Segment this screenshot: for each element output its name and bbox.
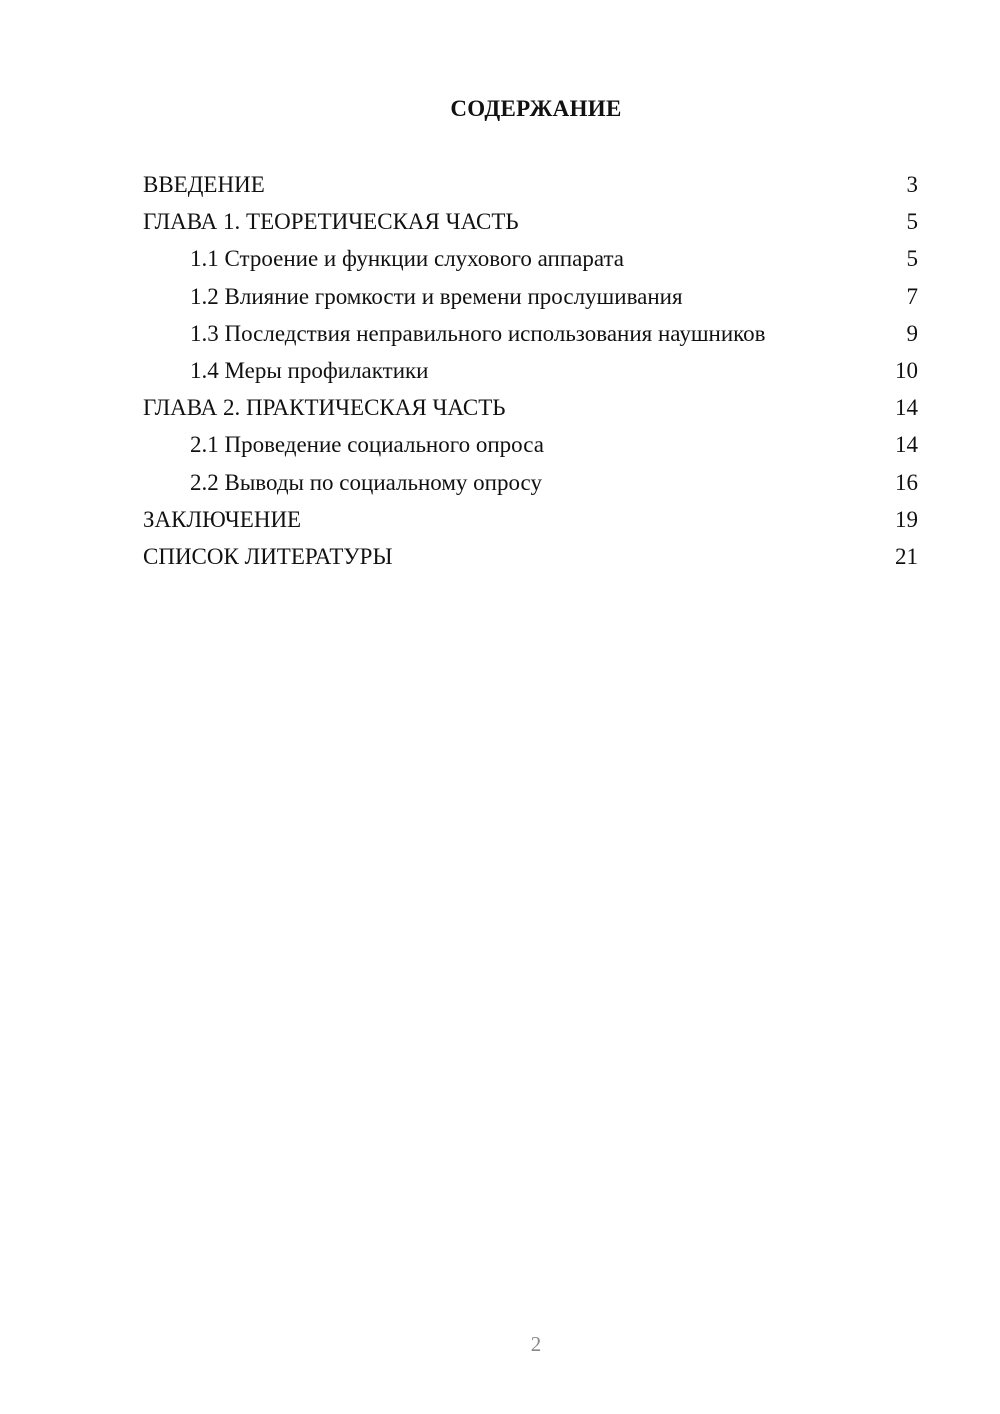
toc-entry-label: ГЛАВА 2. ПРАКТИЧЕСКАЯ ЧАСТЬ [143, 395, 506, 421]
page-number: 2 [530, 1332, 542, 1356]
toc-entry-page: 21 [895, 543, 918, 569]
toc-entry-page: 10 [895, 357, 918, 383]
toc-entry-section-2-2[interactable] [143, 466, 918, 503]
toc-entry-label: СПИСОК ЛИТЕРАТУРЫ [143, 543, 393, 569]
toc-entry-page: 14 [895, 395, 918, 421]
toc-entry-page: 9 [906, 320, 918, 346]
toc-entry-page: 7 [906, 283, 918, 309]
toc-entry-conclusion[interactable] [143, 503, 918, 540]
toc-entry-section-1-3[interactable] [143, 317, 918, 354]
toc-entry-chapter-1[interactable] [143, 205, 918, 242]
toc-entry-label: 2.1 Проведение социального опроса [190, 432, 544, 458]
toc-entry-page: 5 [906, 209, 918, 235]
toc-entry-section-1-1[interactable] [143, 242, 918, 279]
toc-entry-label: 1.1 Строение и функции слухового аппарата [190, 246, 624, 272]
toc-entry-chapter-2[interactable] [143, 391, 918, 428]
toc-entry-page: 5 [906, 246, 918, 272]
toc-entry-page: 19 [895, 506, 918, 532]
table-of-contents [143, 168, 918, 577]
toc-entry-page: 14 [895, 432, 918, 458]
toc-entry-page: 16 [895, 469, 918, 495]
toc-entry-page: 3 [906, 172, 918, 197]
toc-entry-label: 1.4 Меры профилактики [190, 357, 429, 383]
toc-entry-introduction[interactable] [143, 168, 918, 205]
toc-entry-section-1-4[interactable] [143, 354, 918, 391]
toc-entry-label: ЗАКЛЮЧЕНИЕ [143, 506, 302, 532]
toc-entry-label: ГЛАВА 1. ТЕОРЕТИЧЕСКАЯ ЧАСТЬ [143, 209, 519, 235]
toc-entry-label: 1.3 Последствия неправильного использования наушников [190, 320, 766, 346]
toc-entry-label: 1.2 Влияние громкости и времени прослушивания [190, 283, 683, 309]
toc-entry-label: ВВЕДЕНИЕ [143, 172, 265, 197]
toc-title: СОДЕРЖАНИЕ [450, 96, 622, 121]
toc-entry-bibliography[interactable] [143, 540, 918, 577]
toc-entry-section-1-2[interactable] [143, 280, 918, 317]
toc-entry-section-2-1[interactable] [143, 428, 918, 465]
toc-entry-label: 2.2 Выводы по социальному опросу [190, 469, 542, 495]
